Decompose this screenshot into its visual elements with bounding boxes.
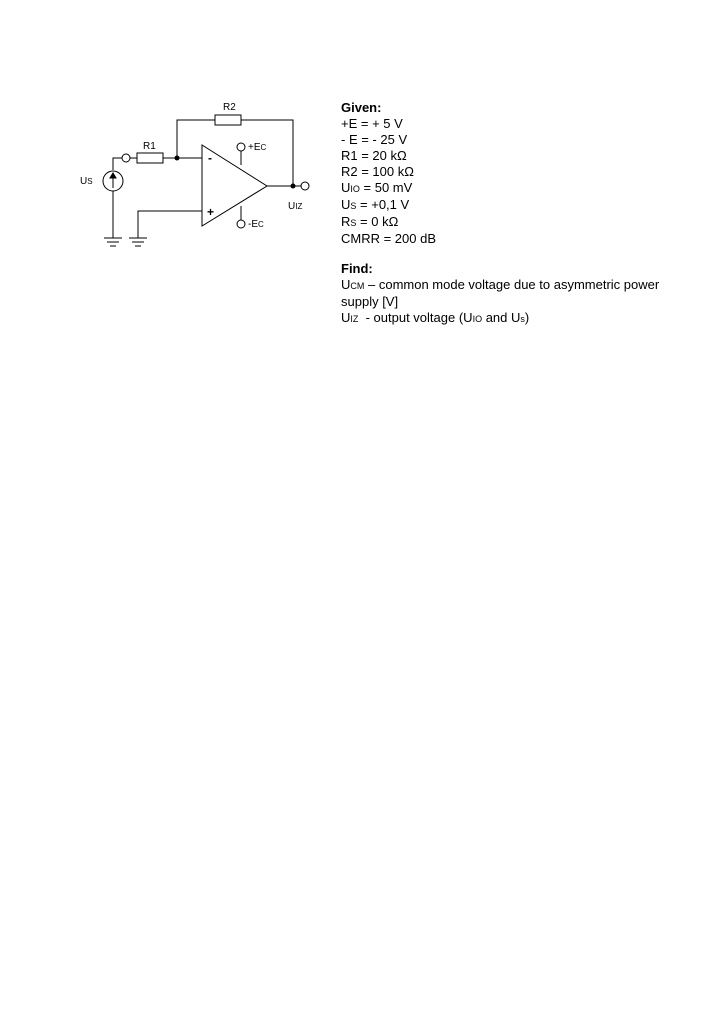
ground-1 (104, 238, 122, 246)
given-r1: R1 = 20 kΩ (341, 148, 407, 163)
label-minus: - (208, 151, 212, 165)
label-r1: R1 (143, 141, 156, 152)
label-r2: R2 (223, 102, 236, 113)
resistor-r2 (215, 115, 241, 125)
ground-2 (129, 238, 147, 246)
find-title: Find: (341, 261, 373, 276)
given-e-pos: +E = + 5 V (341, 116, 403, 131)
given-r2: R2 = 100 kΩ (341, 164, 414, 179)
given-title: Given: (341, 100, 382, 115)
given-cmrr: CMRR = 200 dB (341, 231, 437, 246)
junction-dot-input (175, 156, 180, 161)
given-us: US = +0,1 V (341, 197, 410, 212)
problem-text (341, 100, 681, 327)
resistor-r1 (137, 153, 163, 163)
noninv-wire (138, 211, 202, 238)
label-pos-supply: +EC (248, 142, 267, 153)
supply-neg-terminal (237, 220, 245, 228)
supply-pos-terminal (237, 143, 245, 151)
label-us: US (80, 176, 93, 187)
given-rs: RS = 0 kΩ (341, 214, 399, 229)
given-e-neg: - E = - 25 V (341, 132, 408, 147)
find-ucm: UCM – common mode voltage due to asymmetric power supply [V] (341, 277, 660, 309)
label-uiz: UIZ (288, 201, 303, 212)
input-terminal (122, 154, 130, 162)
label-plus: + (207, 205, 215, 219)
given-uio: UIO = 50 mV (341, 180, 413, 195)
output-terminal (301, 182, 309, 190)
junction-dot-output (291, 184, 296, 189)
label-neg-supply: -EC (248, 219, 264, 230)
find-uiz: UIZ - output voltage (UIO and Us) (341, 310, 530, 325)
